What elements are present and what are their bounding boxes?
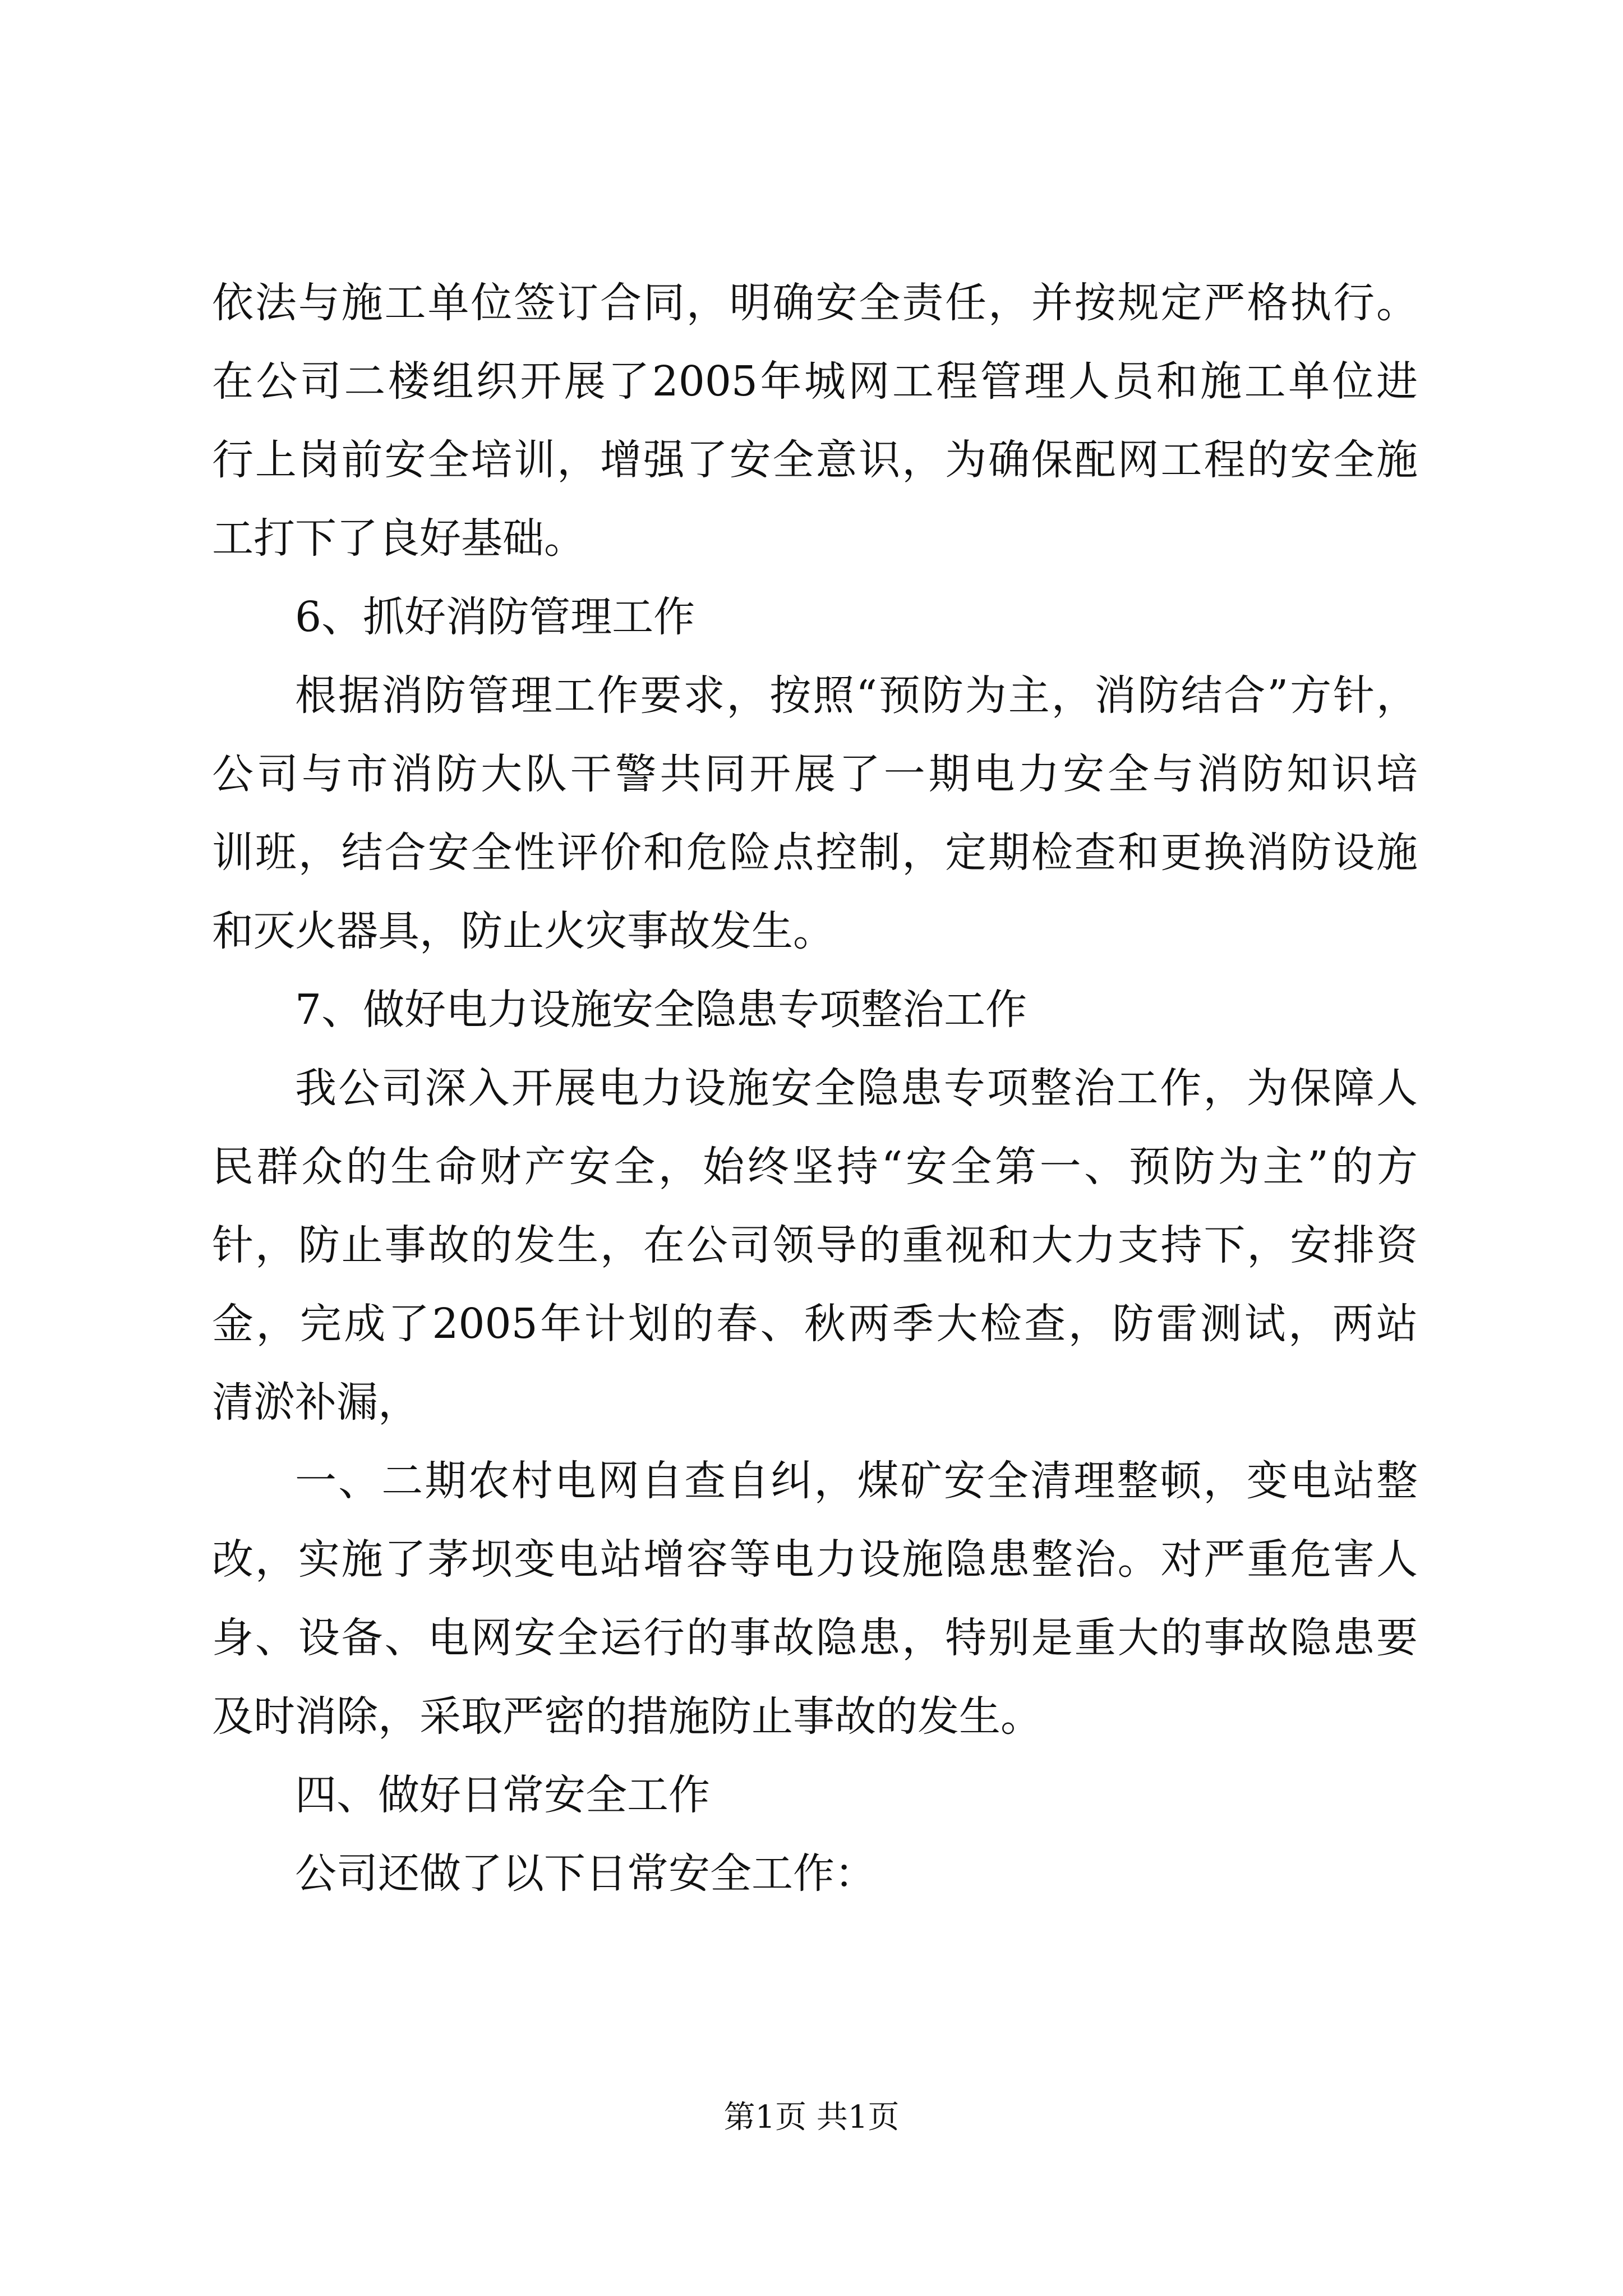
text-line-3: 行上岗前安全培训，增强了安全意识，为确保配网工程的安全施 xyxy=(212,436,1418,484)
text-line-6: 根据消防管理工作要求，按照“预防为主，消防结合”方针， xyxy=(295,671,1418,720)
document-body xyxy=(212,264,1418,1913)
section-heading-6: 6、抓好消防管理工作 xyxy=(295,593,695,641)
text-line-9: 和灭火器具，防止火灾事故发生。 xyxy=(212,907,834,955)
page-footer: 第1页 共1页 xyxy=(723,2099,900,2136)
text-line-17: 改，实施了茅坝变电站增容等电力设施隐患整治。对严重危害人 xyxy=(212,1535,1418,1584)
text-line-14: 金，完成了2005年计划的春、秋两季大检查，防雷测试，两站 xyxy=(212,1300,1418,1348)
text-line-16: 一、二期农村电网自查自纠，煤矿安全清理整顿，变电站整 xyxy=(295,1457,1418,1505)
text-line-7: 公司与市消防大队干警共同开展了一期电力安全与消防知识培 xyxy=(212,750,1418,798)
text-line-1: 依法与施工单位签订合同，明确安全责任，并按规定严格执行。 xyxy=(212,279,1418,327)
text-line-8: 训班，结合安全性评价和危险点控制，定期检查和更换消防设施 xyxy=(212,829,1418,877)
text-line-19: 及时消除，采取严密的措施防止事故的发生。 xyxy=(212,1692,1042,1741)
text-line-18: 身、设备、电网安全运行的事故隐患，特别是重大的事故隐患要 xyxy=(212,1614,1418,1662)
text-line-15: 清淤补漏， xyxy=(212,1378,419,1427)
text-line-4: 工打下了良好基础。 xyxy=(212,514,585,563)
text-line-13: 针，防止事故的发生，在公司领导的重视和大力支持下，安排资 xyxy=(212,1221,1418,1269)
text-line-12: 民群众的生命财产安全，始终坚持“安全第一、预防为主”的方 xyxy=(212,1143,1418,1191)
section-heading-4: 四、做好日常安全工作 xyxy=(295,1771,710,1819)
text-line-21: 公司还做了以下日常安全工作： xyxy=(295,1849,876,1898)
section-heading-7: 7、做好电力设施安全隐患专项整治工作 xyxy=(295,986,1027,1034)
text-line-2: 在公司二楼组织开展了2005年城网工程管理人员和施工单位进 xyxy=(212,357,1418,406)
text-line-11: 我公司深入开展电力设施安全隐患专项整治工作，为保障人 xyxy=(295,1064,1418,1112)
